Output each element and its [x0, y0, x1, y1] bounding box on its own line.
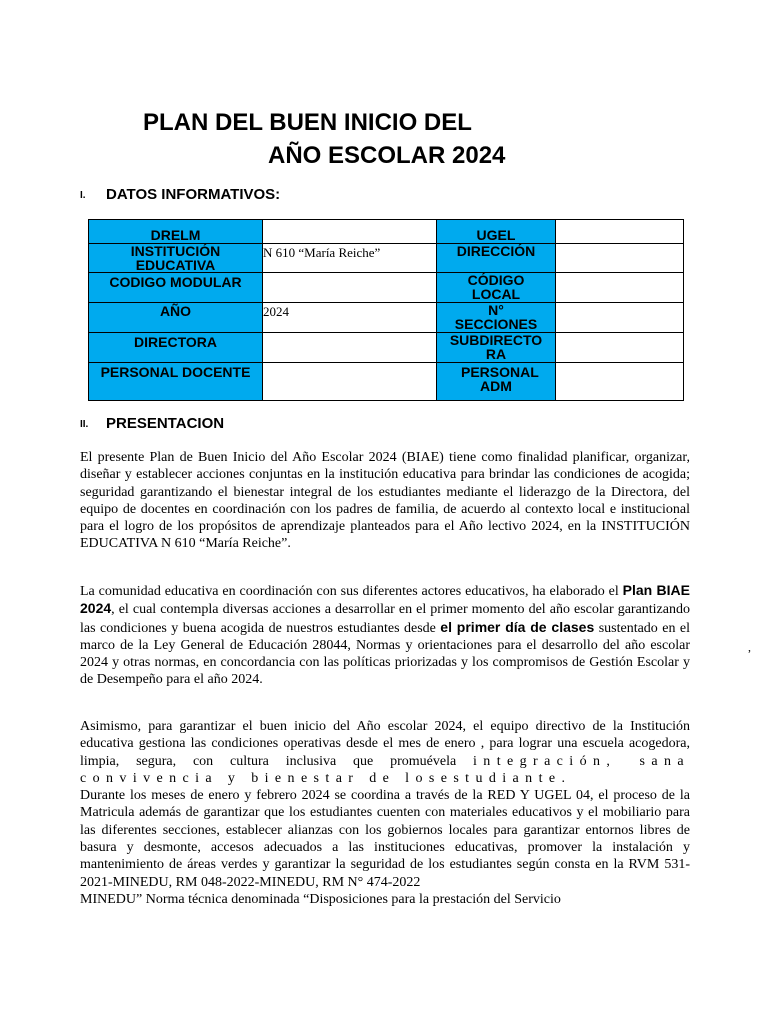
table-row [89, 303, 684, 333]
table-row [89, 333, 684, 363]
paragraph-2-e: sustentado en el marco de la Ley General de Educación 28044, Normas y orientaciones para el desarrollo del año escolar 2024 y otras normas, en concordancia con las políticas priorizadas y los compromisos de Gestión Escolar y de Desempeño para el año 2024. [80, 620, 690, 688]
value-directora [263, 333, 437, 363]
paragraph-3-d: MINEDU” Norma técnica denominada “Disposiciones para la prestación del Servicio [80, 891, 561, 907]
value-direccion [556, 244, 684, 273]
label-ugel: UGEL [437, 220, 556, 244]
paragraph-2-a: La comunidad educativa en coordinación con sus diferentes actores educativos, ha elaborado el [80, 584, 623, 599]
section-1-number: I. [80, 190, 86, 201]
paragraph-3-spaced: integración, sana convivencia y bienestar de losestudiante. [80, 753, 690, 786]
label-direccion: DIRECCIÓN [437, 244, 556, 273]
label-subdirectora: SUBDIRECTORA [437, 333, 556, 363]
label-ano: AÑO [89, 303, 263, 333]
paragraph-3 [80, 718, 690, 908]
table-row [89, 363, 684, 401]
value-institucion: N 610 “María Reiche” [263, 244, 437, 273]
value-drelm [263, 220, 437, 244]
label-drelm: DRELM [89, 220, 263, 244]
label-institucion: INSTITUCIÓN EDUCATIVA [89, 244, 263, 273]
table-row [89, 220, 684, 244]
section-2-number: II. [80, 419, 89, 430]
paragraph-3-c: Durante los meses de enero y febrero 2024 se coordina a través de la RED Y UGEL 04, el proceso de la Matricula además de garantizar que los estudiantes cuenten con materiales educativos y el mobiliario para las diferentes secciones, establecer alianzas con los gobiernos locales para garantizar entornos libres de basura y desmonte, accesos adecuados a las instituciones educativas, promover la instalación y mantenimiento de áreas verdes y garantizar la seguridad de los estudiantes según consta en la RVM 531-2021-MINEDU, RM 048-2022-MINEDU, RM N° 474-2022 [80, 788, 690, 890]
paragraph-2 [80, 582, 690, 689]
primer-dia-highlight: el primer día de clases [440, 618, 595, 635]
paragraph-2-c: , el cual contempla diversas acciones a desarrollar en el primer momento del año escolar garantizando las condiciones y buena acogida de nuestros estudiantes desde [80, 602, 690, 636]
table-row [89, 244, 684, 273]
label-directora: DIRECTORA [89, 333, 263, 363]
value-codigo-local [556, 273, 684, 303]
value-subdirectora [556, 333, 684, 363]
label-codigo-modular: CODIGO MODULAR [89, 273, 263, 303]
paragraph-1: El presente Plan de Buen Inicio del Año Escolar 2024 (BIAE) tiene como finalidad planificar, organizar, diseñar y establecer acciones conjuntas en la institución educativa para brindar las condiciones de acogida; seguridad garantizando el bienestar integral de los estudiantes mediante el liderazgo de la Directora, del equipo de docentes en coordinación con los padres de familia, de acuerdo al contexto local e institucional para el logro de los propósitos de aprendizaje planteados para el Año lectivo 2024, en la INSTITUCIÓN EDUCATIVA N 610 “María Reiche”. [80, 450, 690, 552]
title-line-1: PLAN DEL BUEN INICIO DEL [143, 109, 472, 136]
value-secciones [556, 303, 684, 333]
section-2-title: PRESENTACION [106, 415, 225, 432]
value-codigo-modular [263, 273, 437, 303]
value-personal-adm [556, 363, 684, 401]
paragraph-3-a: Asimismo, para garantizar el buen inicio del Año escolar 2024, el equipo directivo de la Institución educativa gestiona las condiciones operativas desde el mes de enero , para lograr una escuela acogedora, limpia, segura, con cultura inclusiva que promuévela [80, 719, 690, 769]
plan-biae-highlight: Plan BIAE 2024 [80, 582, 690, 617]
value-ano: 2024 [263, 303, 437, 333]
label-personal-docente: PERSONAL DOCENTE [89, 363, 263, 401]
margin-mark: , [748, 640, 751, 654]
label-secciones: N° SECCIONES [437, 303, 556, 333]
info-table [88, 219, 684, 401]
label-personal-adm: PERSONAL ADM [437, 363, 556, 401]
title-line-2: AÑO ESCOLAR 2024 [268, 142, 506, 169]
value-ugel [556, 220, 684, 244]
table-row [89, 273, 684, 303]
section-1-title: DATOS INFORMATIVOS: [106, 186, 281, 203]
value-personal-docente [263, 363, 437, 401]
label-codigo-local: CÓDIGO LOCAL [437, 273, 556, 303]
